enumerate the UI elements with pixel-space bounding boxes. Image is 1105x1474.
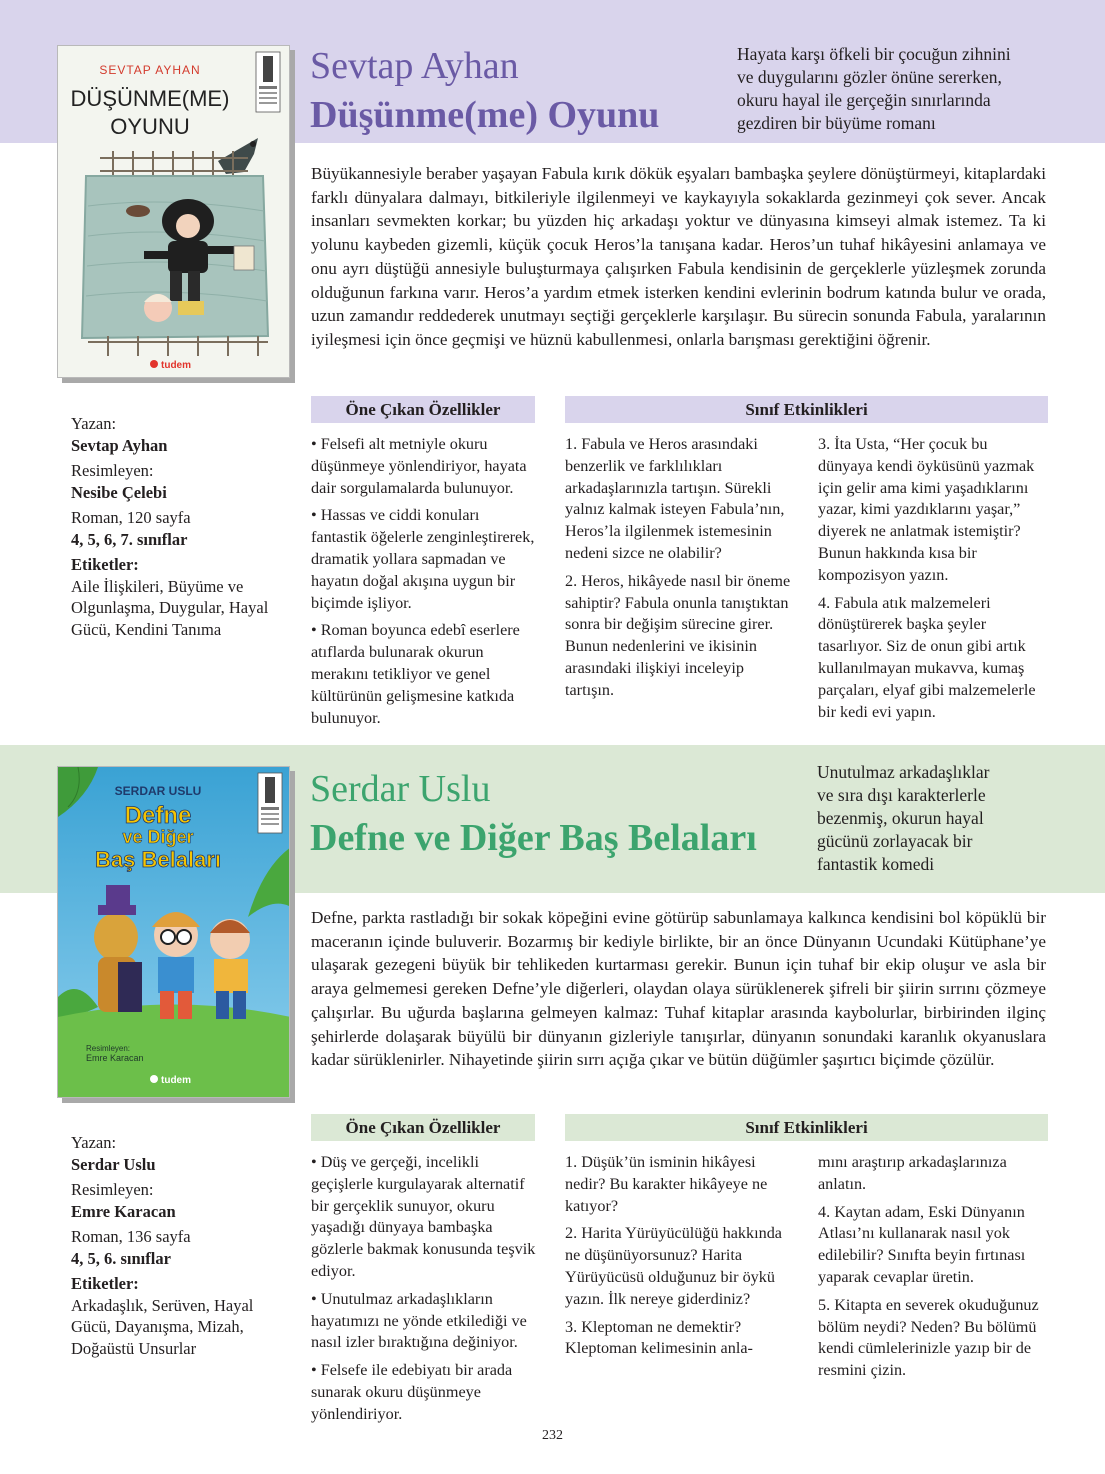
tagline-line: okuru hayal ile gerçeğin sınırlarında (737, 90, 991, 110)
cover-title-line1: DÜŞÜNME(ME) (70, 86, 230, 111)
grade-levels: 4, 5, 6, 7. sınıflar (71, 529, 188, 549)
activities-column-1 (565, 1152, 793, 1366)
features-header: Öne Çıkan Özellikler (311, 396, 535, 423)
tagline-line: bezenmiş, okurun hayal (817, 808, 984, 828)
book-format: Roman, 120 sayfa (71, 508, 191, 527)
activities-header: Sınıf Etkinlikleri (565, 396, 1048, 423)
book-description: Büyükannesiyle beraber yaşayan Fabula kırık dökük eşyaları bambaşka şeylere dönüştürmeyi, kitaplardaki farklı dünyalara dalmayı, bitkileriyle ilgilenmeyi ve kaykayıyla sokaklarda gezinmeyi çok sever. Ancak insanları sevmekten korkar; bu yüzden hiç arkadaşı yoktur ve dünyasına kimseyi almak istemez. Ta ki yolunu kaybeden gizemli, küçük çocuk Heros’la tanışana kadar. Heros’un tuhaf hikâyesini anlamaya ve onu ayrı düştüğü annesiyle buluşturmaya çalışırken Fabula kendisinin de gerçeklerle yüzleşmek zorunda olduğunun farkına varır. Heros’a yardım etmek isterken kendini evlerinin bodrum katında bulur ve orada, uzun zamandır reddederek unutmayı seçtiği gerçeklerle karşılaşır. Bu sürecin sonunda Fabula, yaralarının iyileşmesi için önce geçmişi ve hüznü kabullenmesi, onlarla barışması gerektiğini öğrenir. (311, 164, 1046, 349)
author-value: Sevtap Ayhan (71, 435, 168, 455)
cover-publisher: tudem (161, 1075, 191, 1086)
illustrator-label: Resimleyen: (71, 461, 154, 480)
book-metadata (71, 413, 281, 640)
activity-item: 5. Kitapta en severek okuduğunuz bölüm neydi? Neden? Bu bölümü kendi cümlelerinizle yazıp bir de resmini çizin. (818, 1295, 1039, 1380)
tagline-line: gezdiren bir büyüme romanı (737, 113, 936, 133)
book-cover-defne-ve-diger-bas-belalari (57, 766, 290, 1098)
tags-list: Arkadaşlık, Serüven, Hayal Gücü, Dayanışma, Mizah, Doğaüstü Unsurlar (71, 1295, 254, 1358)
feature-item: • Düş ve gerçeği, incelikli geçişlerle kurgulayarak alternatif bir gerçeklik sunuyor, okuru yaşadığı dünyaya bambaşka gözlerle bakmak konusunda teşvik ediyor. (311, 1153, 536, 1280)
cover-illustrator-label: Resimleyen: (86, 1044, 131, 1053)
tagline-line: fantastik komedi (817, 854, 935, 874)
book-tagline (737, 43, 1057, 135)
author-label: Yazan: (71, 414, 117, 433)
book-description: Defne, parkta rastladığı bir sokak köpeğini evine götürüp sabunlamaya kalkınca kendisini bol köpüklü bir maceranın içinde buluverir. Bozarmış bir kediyle birlikte, bir an önce Dünyanın Ucundaki Kütüphane’ye ulaşarak gezegeni büyük bir tehlikeden kurtarması gerekir. Bunun için tuhaf bir ekip oluşur ve asla bir araya gelmemesi gereken Defne’yle diğerleri, olaydan olaya sürüklenerek şifreli bir şiirin sırrını çözmeye çalışırlar. Bu uğurda başlarına gelmeyen kalmaz: Tuhaf kitaplar arasında kaybolurlar, birbirinden ilginç şehirlerde dolaşarak büyülü bir dünyanın gizleriyle tanışırlar, dünyanın sonundaki karanlık okyanuslara kadar sürüklenirler. Nihayetinde şiirin sırrı açığa çıkar ve bütün düğümler şaşırtıcı biçimde çözülür. (311, 908, 1046, 1070)
book-tagline (817, 761, 1057, 876)
book-author: Serdar Uslu (310, 768, 491, 810)
grade-levels: 4, 5, 6. sınıflar (71, 1248, 171, 1268)
feature-item: • Felsefi alt metniyle okuru düşünmeye yönlendiriyor, hayata dair sorgulamalarda bulunuyor. (311, 435, 527, 497)
book-title: Defne ve Diğer Baş Belaları (310, 817, 757, 859)
activity-item: 2. Heros, hikâyede nasıl bir öneme sahiptir? Fabula onunla tanıştıktan sonra bir değişim sürecine girer. Bunun nedenlerini ve ikisinin arasındaki ilişkiyi inceleyip tartışın. (565, 571, 791, 699)
features-header: Öne Çıkan Özellikler (311, 1114, 535, 1141)
cover-publisher: tudem (161, 360, 191, 371)
activity-item: 2. Harita Yürüyücülüğü hakkında ne düşünüyorsunuz? Harita Yürüyücüsü olduğunuz bir öykü yazın. İlk nereye giderdiniz? (565, 1224, 782, 1308)
author-label: Yazan: (71, 1133, 117, 1152)
illustrator-value: Emre Karacan (71, 1201, 176, 1221)
activities-column-2 (818, 434, 1046, 729)
tagline-line: Hayata karşı öfkeli bir çocuğun zihnini (737, 44, 1011, 64)
features-list (311, 1152, 538, 1432)
activity-item: 4. Kaytan adam, Eski Dünyanın Atlası’nı kullanarak nasıl yok edilebilir? Sınıfta beyin fırtınası yaparak cevaplar üretin. (818, 1202, 1026, 1286)
tags-list: Aile İlişkileri, Büyüme ve Olgunlaşma, Duygular, Hayal Gücü, Kendini Tanıma (71, 576, 269, 639)
cover-title-line2: ve Diğer (122, 827, 194, 847)
cover-title-line3: Baş Belaları (95, 847, 221, 872)
activities-header: Sınıf Etkinlikleri (565, 1114, 1048, 1141)
book-cover-dusunmeme-oyunu (57, 45, 290, 378)
tagline-line: gücünü zorlayacak bir (817, 831, 973, 851)
feature-item: • Hassas ve ciddi konuları fantastik öğelerle zenginleştirerek, dramatik yollara sapmadan ve hayatın doğal akışına uygun bir biçimde işliyor. (311, 506, 535, 612)
illustrator-label: Resimleyen: (71, 1180, 154, 1199)
cover-title-line1: Defne (124, 802, 192, 829)
tagline-line: ve duygularını gözler önüne sererken, (737, 67, 1002, 87)
activities-column-1 (565, 434, 793, 708)
activity-item: 1. Düşük’ün isminin hikâyesi nedir? Bu karakter hikâyeye ne katıyor? (565, 1153, 768, 1215)
tags-label: Etiketler: (71, 555, 139, 574)
book-metadata (71, 1132, 281, 1359)
feature-item: • Roman boyunca edebî eserlere atıflarda bulunarak okurun merakını tetikliyor ve genel kültürünün gelişmesine katkıda bulunuyor. (311, 621, 520, 727)
activities-column-2 (818, 1152, 1046, 1388)
book-title: Düşünme(me) Oyunu (310, 94, 660, 136)
cover-author: SERDAR USLU (114, 784, 202, 798)
cover-author: SEVTAP AYHAN (99, 63, 201, 77)
activity-item: 3. Kleptoman ne demektir? Kleptoman kelimesinin anla- (565, 1317, 753, 1358)
book-format: Roman, 136 sayfa (71, 1227, 191, 1246)
activity-item: 3. İta Usta, “Her çocuk bu dünyaya kendi öyküsünü yazmak için gelir ama kimi yaşadıklarını yazar, kimi yazdıklarını yaşar,” diyerek ne anlatmak istemiştir? Bunun hakkında kısa bir kompozisyon yazın. (818, 435, 1035, 584)
activity-item: 1. Fabula ve Heros arasındaki benzerlik ve farklılıkları arkadaşlarınızla tartışın. Sürekli yalnız kalmak isteyen Fabula’nın, Heros’la ilgilenmek istemesinin nedeni sizce ne olabilir? (565, 435, 785, 562)
tagline-line: ve sıra dışı karakterlerle (817, 785, 986, 805)
tagline-line: Unutulmaz arkadaşlıklar (817, 762, 990, 782)
author-value: Serdar Uslu (71, 1154, 156, 1174)
activity-item: mını araştırıp arkadaşlarınıza anlatın. (818, 1153, 1007, 1193)
book-author: Sevtap Ayhan (310, 45, 519, 87)
activity-item: 4. Fabula atık malzemeleri dönüştürerek başka şeyler tasarlıyor. Siz de onun gibi artık kullanılmayan mukavva, kumaş parçaları, elyaf gibi malzemelerle bir kedi evi yapın. (818, 593, 1036, 721)
page-number: 232 (542, 1428, 563, 1443)
cover-illustrator-name: Emre Karacan (86, 1053, 144, 1063)
illustrator-value: Nesibe Çelebi (71, 482, 167, 502)
cover-title-line2: OYUNU (110, 114, 190, 139)
feature-item: • Unutulmaz arkadaşlıkların hayatımızı ne yönde etkilediği ve nasıl izler bıraktığına değiniyor. (311, 1289, 527, 1352)
tags-label: Etiketler: (71, 1274, 139, 1293)
features-list (311, 434, 538, 735)
feature-item: • Felsefe ile edebiyatı bir arada sunarak okuru düşünmeye yönlendiriyor. (311, 1361, 513, 1423)
